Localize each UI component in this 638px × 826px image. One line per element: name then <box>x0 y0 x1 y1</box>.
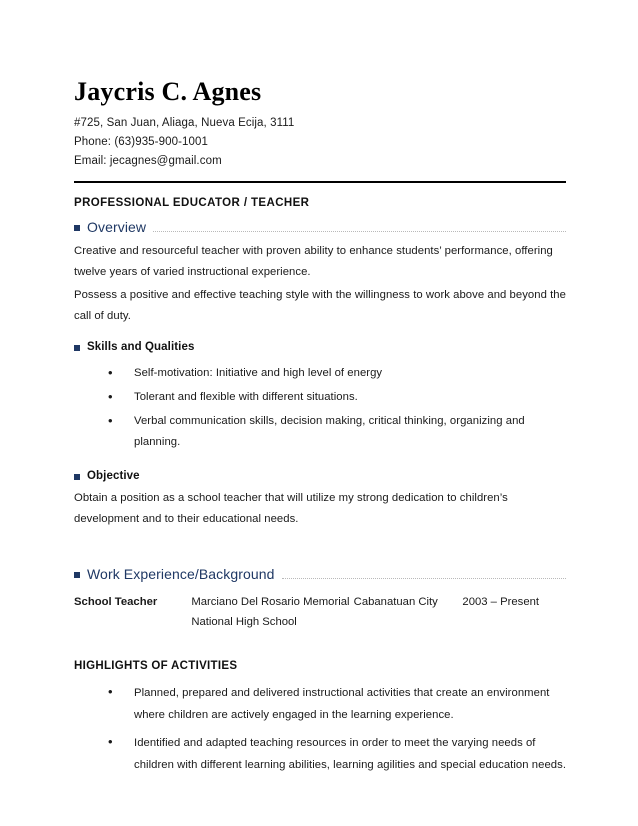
section-dotted-rule <box>153 230 566 232</box>
overview-paragraph-1: Creative and resourceful teacher with proven ability to enhance students’ performance, offering twelve years of varied instructional experience. <box>74 244 553 278</box>
experience-role: School Teacher <box>74 595 158 608</box>
section-header-skills <box>74 341 566 353</box>
table-row <box>74 592 566 612</box>
section-header-objective <box>74 470 566 482</box>
experience-dates: 2003 – Present <box>462 595 540 608</box>
experience-city-spacer <box>354 612 463 632</box>
square-bullet-icon <box>74 225 80 231</box>
experience-organization: Marciano Del Rosario Memorial <box>191 595 350 608</box>
section-header-experience <box>74 566 566 582</box>
experience-table <box>74 592 566 632</box>
table-row <box>74 612 566 632</box>
section-title-experience: Work Experience/Background <box>87 565 275 582</box>
resume-header <box>74 78 566 183</box>
section-dotted-rule <box>282 577 566 579</box>
experience-organization-line2: National High School <box>191 615 297 628</box>
section-dotted-rule <box>201 350 566 351</box>
experience-city: Cabanatuan City <box>353 595 438 608</box>
section-title-objective: Objective <box>87 469 140 482</box>
section-header-overview <box>74 219 566 235</box>
list-item: • Tolerant and flexible with different situations. <box>108 387 566 408</box>
header-divider <box>74 181 566 183</box>
experience-role-spacer <box>74 612 185 632</box>
candidate-email: Email: jecagnes@gmail.com <box>74 154 222 167</box>
square-bullet-icon <box>74 474 80 480</box>
candidate-name: Jaycris C. Agnes <box>74 77 262 106</box>
highlights-list <box>74 682 566 776</box>
candidate-address: #725, San Juan, Aliaga, Nueva Ecija, 3111 <box>74 116 295 129</box>
list-item: • Planned, prepared and delivered instructional activities that create an environment where children are actively engaged in the learning experience. <box>108 682 566 726</box>
objective-text: Obtain a position as a school teacher that will utilize my strong dedication to children’s development and to their educational needs. <box>74 491 508 525</box>
overview-paragraph-2: Possess a positive and effective teaching style with the willingness to work above and beyond the call of duty. <box>74 288 566 322</box>
candidate-phone: Phone: (63)935-900-1001 <box>74 135 209 148</box>
skills-list <box>74 363 566 453</box>
list-item: • Verbal communication skills, decision making, critical thinking, organizing and planning. <box>108 411 566 453</box>
professional-title: PROFESSIONAL EDUCATOR / TEACHER <box>74 196 310 209</box>
list-item: • Identified and adapted teaching resources in order to meet the varying needs of children with different learning abilities, learning agilities and special education needs. <box>108 732 566 776</box>
square-bullet-icon <box>74 572 80 578</box>
square-bullet-icon <box>74 345 80 351</box>
experience-dates-spacer <box>462 612 566 632</box>
highlights-title: HIGHLIGHTS OF ACTIVITIES <box>74 659 238 672</box>
section-title-skills: Skills and Qualities <box>87 340 195 353</box>
list-item: • Self-motivation: Initiative and high level of energy <box>108 363 566 384</box>
section-dotted-rule <box>147 479 566 480</box>
section-title-overview: Overview <box>87 218 147 235</box>
